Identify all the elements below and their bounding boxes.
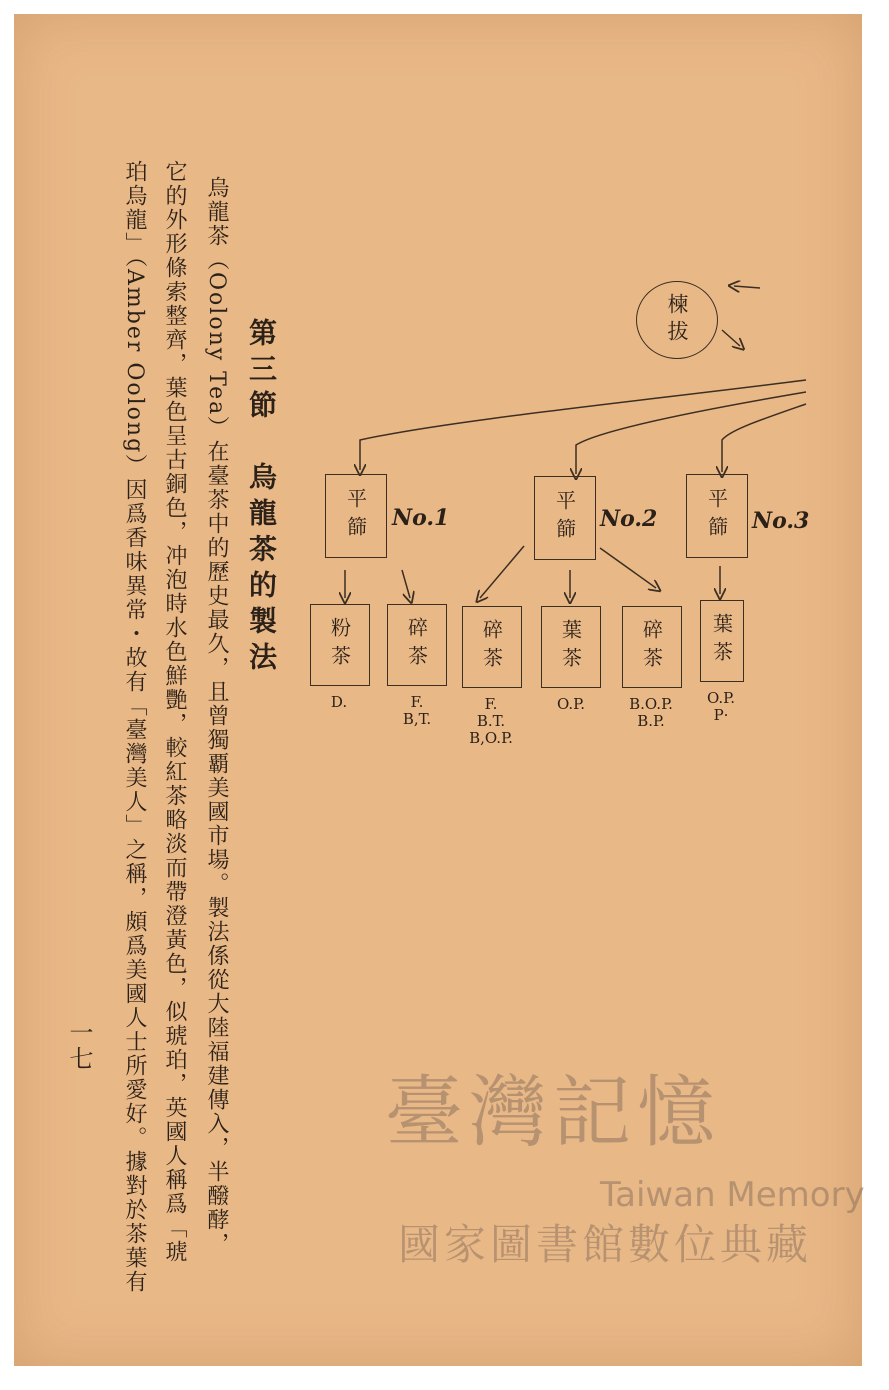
branch-3 <box>722 404 806 472</box>
arrow-s2-p3 <box>480 546 524 598</box>
input-arrow <box>734 286 760 288</box>
page-number: 一七 <box>65 1020 93 1072</box>
product-box-5: 碎茶 <box>622 606 682 688</box>
product-box-2: 碎茶 <box>387 604 447 686</box>
product-box-3: 碎茶 <box>462 606 522 688</box>
section-heading: 第三節 烏龍茶的製法 <box>245 318 278 678</box>
grade-label-4: O.P. <box>556 695 585 713</box>
grade-label-5: B.O.P. B.P. <box>629 695 673 730</box>
grade-label-3: F. B.T. B,O.P. <box>469 695 513 747</box>
sieve-number-2: No.2 <box>600 506 658 532</box>
arrow-s1-p2 <box>402 570 410 598</box>
watermark-logo: 臺灣記憶 <box>385 1068 722 1158</box>
grade-label-6: O.P. P· <box>706 689 735 724</box>
body-column-1: 烏龍茶（Oolony Tea）在臺茶中的歷史最久，且曾獨覇美國市場。製法係從大陸福建傳入，半醱酵， <box>204 176 229 1257</box>
product-box-1: 粉茶 <box>310 604 370 686</box>
sieve-number-3: No.3 <box>752 508 810 534</box>
sieve-number-1: No.1 <box>392 505 450 531</box>
hub-label: 楝拔 <box>665 293 689 347</box>
arrow-s2-p5 <box>600 548 656 588</box>
sieve-box-3: 平篩 <box>686 474 748 558</box>
product-box-6: 葉茶 <box>700 600 744 682</box>
product-box-4: 葉茶 <box>541 606 601 688</box>
branch-1 <box>360 380 806 470</box>
body-column-3: 珀烏龍」（Amber Oolong）因爲香味異常・故有「臺灣美人」之稱，頗爲美國人士所愛好。據對於茶葉有 <box>122 160 147 1295</box>
body-column-2: 它的外形條索整齊，葉色呈古銅色，冲泡時水色鮮艷，較紅茶略淡而帶澄黃色，似琥珀，英國人稱爲「琥 <box>162 160 187 1264</box>
watermark-english: Taiwan Memory <box>600 1175 865 1215</box>
output-arrow <box>722 330 740 346</box>
grade-label-2: F. B,T. <box>402 693 432 728</box>
watermark-library: 國家圖書館數位典藏 <box>398 1220 813 1269</box>
sieve-box-1: 平篩 <box>325 474 387 558</box>
hub-circle <box>636 281 718 359</box>
sieve-box-2: 平篩 <box>534 476 596 560</box>
grade-label-1: D. <box>330 693 348 711</box>
